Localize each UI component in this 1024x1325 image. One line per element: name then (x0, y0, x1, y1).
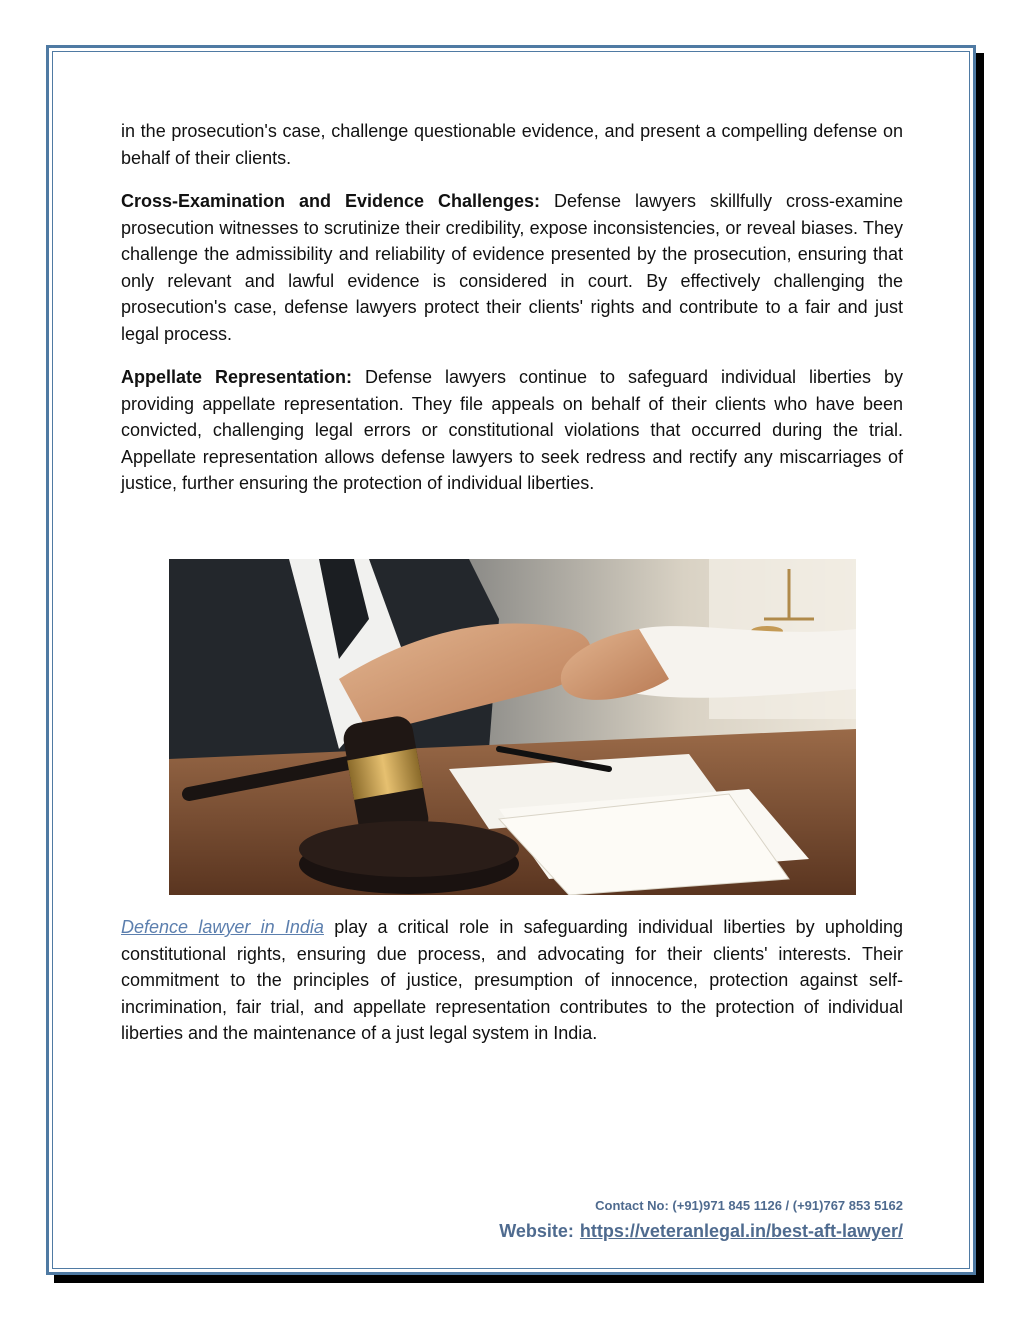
cross-examination-text: Defense lawyers skillfully cross-examine prosecution witnesses to scrutinize their credibility, expose inconsistencies, or reveal biases. They challenge the admissibility and reliability of evidence presented by the prosecution, ensuring that only relevant and lawful evidence is considered in court. By effectively challenging the prosecution's case, defense lawyers protect their clients' rights and contribute to a fair and just legal process. (121, 191, 903, 344)
paragraph-continuation (121, 118, 903, 171)
body-text (121, 118, 903, 514)
defence-lawyer-link[interactable]: Defence lawyer in India (121, 917, 324, 937)
contact-info: Contact No: (+91)971 845 1126 / (+91)767 853 5162 (595, 1198, 903, 1213)
paragraph-appellate (121, 364, 903, 497)
appellate-heading: Appellate Representation: (121, 367, 353, 387)
website-link[interactable]: https://veteranlegal.in/best-aft-lawyer/ (579, 1221, 903, 1241)
paragraph-continuation-text: in the prosecution's case, challenge questionable evidence, and present a compelling defense on behalf of their clients. (121, 121, 903, 168)
website-label: Website: (499, 1221, 574, 1241)
closing-text: play a critical role in safeguarding individual liberties by upholding constitutional rights, ensuring due process, and advocating for their clients' interests. Their commitment to the principles of justice, presumption of innocence, protection against self-incrimination, fair trial, and appellate representation contributes to the protection of individual liberties and the maintenance of a just legal system in India. (121, 917, 903, 1043)
paragraph-cross-examination (121, 188, 903, 347)
cross-examination-heading: Cross-Examination and Evidence Challenges: (121, 191, 541, 211)
closing-paragraph (121, 914, 903, 1047)
handshake-gavel-photo (169, 559, 856, 895)
website-line (499, 1221, 903, 1242)
appellate-text: Defense lawyers continue to safeguard individual liberties by providing appellate representation. They file appeals on behalf of their clients who have been convicted, challenging legal errors or constitutional violations that occurred during the trial. Appellate representation allows defense lawyers to seek redress and rectify any miscarriages of justice, further ensuring the protection of individual liberties. (121, 367, 903, 493)
